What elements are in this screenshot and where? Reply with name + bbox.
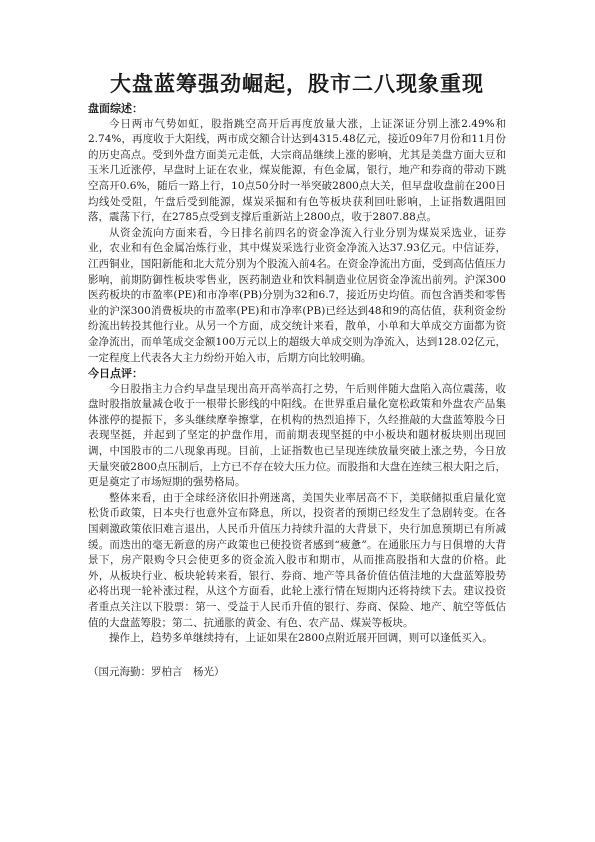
document-title: 大盘蓝筹强劲崛起，股市二八现象重现 [110,72,484,96]
section-market-overview [88,101,506,366]
paragraph: 今日两市气势如虹，股指跳空高开后再度放量大涨，上证深证分别上涨2.49%和2.74%，再度收于大阳线，两市成交额合计达到4315.48亿元，接近09年7月份和11月份的历史高点。受到外盘方面美元走低，大宗商品继续上涨的影响，尤其是美盘方面大豆和玉米几近涨停，早盘时上证在农业，煤炭能源，有色金属，银行，地产和券商的带动下跳空高开0.6%，随后一路上行，10点50分时一举突破2800点大关，但早盘收盘前在200日均线处受阻，午盘后受到能源，煤炭采掘和有色等板块获利回吐影响，上证指数遇阻回落，震荡下行，在2785点受到支撑后重新站上2800点，收于2807.88点。 [88,117,506,224]
document-page [88,70,506,680]
paragraph: 从资金流向方面来看，今日排名前四名的资金净流入行业分别为煤炭采选业，证券业，农业和有色金属冶炼行业，其中煤炭采选行业资金净流入达37.93亿元。中信证券，江西铜业，国阳新能和北大荒分别为个股流入前4名。在资金净流出方面，受到高估值压力影响，前期防御性板块零售业，医药制造业和饮料制造业位居资金净流出前列。沪深300医药板块的市盈率(PE)和市净率(PB)分别为32和6.7，接近历史均值。而包含酒类和零售业的沪深300消费板块的市盈率(PE)和市净率(PB)已经达到48和9的高估值，获利资金纷纷流出转投其他行业。从另一个方面，成交统计来看，散单，小单和大单成交方面都为资金净流出，而单笔成交金额100万元以上的超级大单成交则为净流入，达到128.02亿元，一定程度上代表各大主力纷纷开始入市，后期方向比较明确。 [88,226,506,364]
section-heading-today-comment: 今日点评： [88,367,143,381]
section-today-comment [88,366,506,647]
paragraph: 操作上，趋势多单继续持有，上证如果在2800点附近展开回调，则可以逢低买入。 [109,632,493,645]
paragraph: 整体来看，由于全球经济依旧扑朔迷离，美国失业率居高不下，美联储拟重启量化宽松货币政策，日本央行也意外宣布降息，所以，投资者的预期已经发生了急剧转变。在各国刺激政策依旧难言退出，人民币升值压力持续升温的大背景下，央行加息预期已有所减缓。而迭出的毫无新意的房产政策也已使投资者感到“疲惫”。在通胀压力与日俱增的大背景下，房产限购令只会使更多的资金流入股市和期市，从而推高股指和大盘的价格。此外，从板块行业、板块轮转来看，银行、券商、地产等具备价值估值洼地的大盘蓝筹股势必将出现一轮补涨过程，从这个方面看，此轮上涨行情在短期内还将持续下去。建议投资者重点关注以下股票：第一、受益于人民币升值的银行、券商、保险、地产、航空等低估值的大盘蓝筹股；第二、抗通胀的黄金、有色、农产品、煤炭等板块。 [88,491,506,629]
section-heading-market-overview: 盘面综述： [88,102,143,115]
author-signature: （国元海勤：罗柏言 杨光） [88,665,225,678]
paragraph: 今日股指主力合约早盘呈现出高开高举高打之势，午后则伴随大盘陷入高位震荡，收盘时股指放量减仓收于一根带长影线的中阳线。在世界重启量化宽松政策和外盘农产品集体涨停的提振下，多头继续摩拳擦掌，在机构的热烈追捧下，久经推敲的大盘蓝筹股今日表现坚挺，并起到了坚定的护盘作用，而前期表现坚挺的中小板块和题材板块则出现回调，中国股市的二八现象再现。目前，上证指数也已呈现连续放量突破上涨之势，今日放天量突破2800点压制后，上方已不存在较大压力位。而股指和大盘在连续三根大阳之后，更是奠定了市场短期的强势格局。 [88,382,506,489]
